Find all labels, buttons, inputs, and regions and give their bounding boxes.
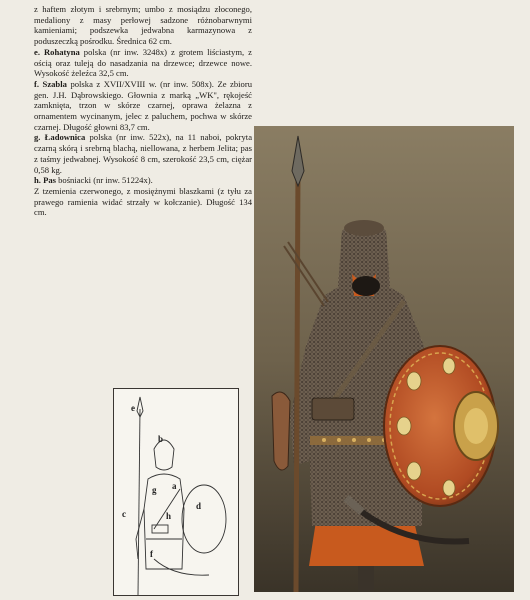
entry-g — [34, 132, 252, 175]
entry-f — [34, 79, 252, 133]
catalog-text-column — [34, 4, 252, 218]
entry-h-label: h. Pas — [34, 175, 56, 186]
key-diagram — [113, 388, 239, 596]
entry-closing: Z tzemienia czerwonego, z mosiężnymi blaszkami (z tyłu za prawego ramienia widać strzały w kołczanie). Długość 134 cm. — [34, 185, 252, 218]
entry-g-label: g. Ładownica — [34, 132, 86, 143]
entry-f-text: polska z XVII/XVIII w. (nr inw. 508x). Ze zbioru gen. J.H. Dąbrowskiego. Głownia z marką „WK", rękojeść zamknięta, trzon w skórze czarnej, oprawa żelazna z ornamentem wycinanym, jelec z paluchem, pochwa w skórze czarnej. Długość głowni 83,7 cm. — [34, 78, 253, 132]
cartridge-pouch — [312, 398, 354, 420]
diagram-label-c: c — [122, 509, 126, 519]
diagram-label-a: a — [172, 481, 177, 491]
entry-g-text: polska (nr inw. 522x), na 11 naboi, pokryta czarną skórą i srebrną blachą, niellowana, z herbem Jelita; pas z taśmy jedwabnej. Wysokość 8 cm, szerokość 23,5 cm, ciężar 0,58 kg. — [34, 132, 253, 175]
entry-e-label: e. Rohatyna — [34, 46, 80, 57]
entry-e-text: polska (nr inw. 3248x) z grotem liściastym, z ością oraz tuleją do nasadzania na drzewce; drzewce nowe. Wysokość żeleźca 32,5 cm. — [34, 46, 252, 79]
diagram-label-d: d — [196, 501, 202, 511]
key-diagram-drawing — [114, 389, 238, 595]
spear-shaft — [296, 166, 298, 592]
entry-e — [34, 47, 252, 79]
diagram-label-h: h — [166, 511, 172, 521]
entry-intro: z haftem złotym i srebrnym; umbo z mosiądzu złoconego, medaliony z masy perłowej sadzone różnobarwnymi kamieniami; podszewka jedwabna karmazynowa z poduszeczką pośrodku. Średnica 62 cm. — [34, 4, 252, 47]
entry-h-text: bośniacki (nr inw. 51224x). — [55, 175, 153, 186]
diagram-label-g: g — [152, 485, 157, 495]
diagram-label-f: f — [150, 549, 153, 559]
armour-illustration — [254, 126, 514, 592]
armour-photograph — [254, 126, 514, 592]
entry-f-label: f. Szabla — [34, 78, 67, 89]
entry-h — [34, 175, 252, 186]
skirt — [309, 521, 424, 566]
diagram-label-b: b — [158, 434, 164, 444]
round-shield — [384, 346, 498, 506]
diagram-label-e: e — [131, 403, 135, 413]
